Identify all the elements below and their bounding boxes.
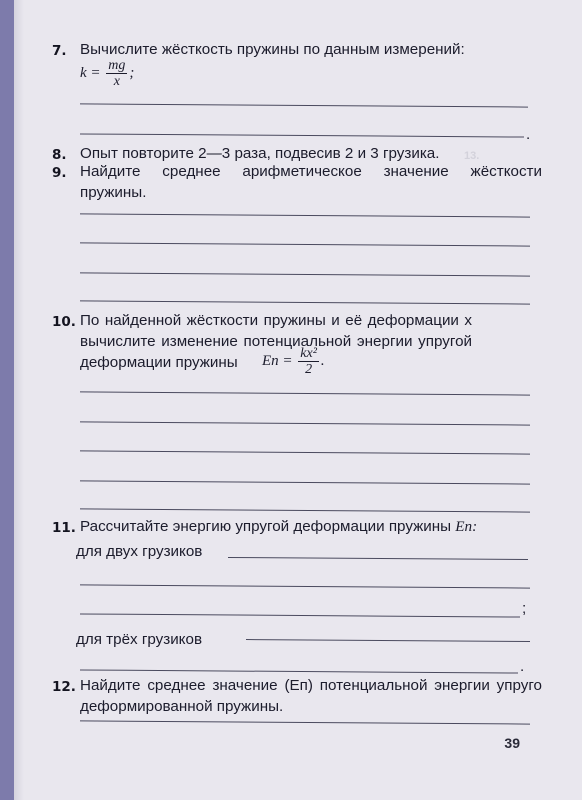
- answer-line[interactable]: [80, 669, 518, 673]
- answer-line[interactable]: [80, 391, 530, 395]
- answer-line[interactable]: [80, 272, 530, 276]
- answer-line[interactable]: [80, 103, 528, 107]
- punctuation-dot: .: [526, 126, 531, 143]
- task-number: 9.: [52, 165, 67, 181]
- task-text: Вычислите жёсткость пружины по данным измерений:: [80, 41, 465, 58]
- energy-symbol: Eп:: [455, 518, 478, 535]
- task-number: 8.: [52, 147, 67, 163]
- task-7: [52, 39, 542, 60]
- answer-line[interactable]: [228, 557, 528, 560]
- answer-line[interactable]: [80, 613, 520, 617]
- fraction-numerator: kx²: [300, 346, 317, 361]
- answer-line[interactable]: [246, 639, 530, 642]
- formula-energy: [262, 346, 325, 377]
- label-three-weights: для трёх грузиков: [76, 631, 203, 648]
- punctuation-semicolon: ;: [522, 600, 527, 617]
- answer-line[interactable]: [80, 480, 530, 484]
- task-number: 11.: [52, 520, 76, 536]
- answer-line[interactable]: [80, 720, 530, 724]
- formula-lhs: Eп =: [262, 352, 293, 369]
- fraction-denominator: x: [113, 74, 120, 89]
- fraction-numerator: mg: [108, 58, 126, 73]
- formula-stiffness: [80, 58, 134, 89]
- answer-line[interactable]: [80, 300, 530, 304]
- bleed-through-text: 13.: [464, 150, 480, 162]
- answer-line[interactable]: [80, 242, 530, 246]
- task-number: 10.: [52, 314, 76, 330]
- task-12: [52, 675, 542, 717]
- answer-line[interactable]: [80, 584, 530, 588]
- task-text: Опыт повторите 2—3 раза, подвесив 2 и 3 грузика.: [80, 145, 440, 162]
- task-text: [80, 516, 542, 537]
- task-text-body: Рассчитайте энергию упругой деформации пружины: [80, 518, 452, 535]
- task-text: Найдите среднее значение (Eп) потенциальной энергии упруго деформированной пружины.: [80, 677, 542, 715]
- task-text: По найденной жёсткости пружины и её деформации x вычислите изменение потенциальной энергии упругой деформации пружины: [80, 312, 472, 371]
- answer-line[interactable]: [80, 508, 530, 512]
- formula-tail: ;: [129, 64, 135, 81]
- formula-fraction: [298, 346, 319, 377]
- fraction-denominator: 2: [305, 362, 313, 377]
- formula-fraction: [106, 58, 127, 89]
- task-number: 7.: [52, 43, 67, 59]
- task-text: Найдите среднее арифметическое значение жёсткости пружины.: [80, 163, 542, 201]
- answer-line[interactable]: [80, 421, 530, 425]
- answer-line[interactable]: [80, 213, 530, 217]
- task-9: [52, 161, 542, 203]
- page-number: 39: [504, 735, 520, 751]
- answer-line[interactable]: [80, 450, 530, 454]
- answer-line[interactable]: [80, 133, 524, 137]
- punctuation-dot: .: [520, 658, 525, 675]
- formula-tail: .: [320, 352, 325, 369]
- workbook-page: [14, 0, 582, 800]
- task-11: [52, 516, 542, 537]
- label-two-weights: для двух грузиков: [76, 543, 203, 560]
- formula-lhs: k =: [80, 64, 101, 81]
- task-number: 12.: [52, 679, 76, 695]
